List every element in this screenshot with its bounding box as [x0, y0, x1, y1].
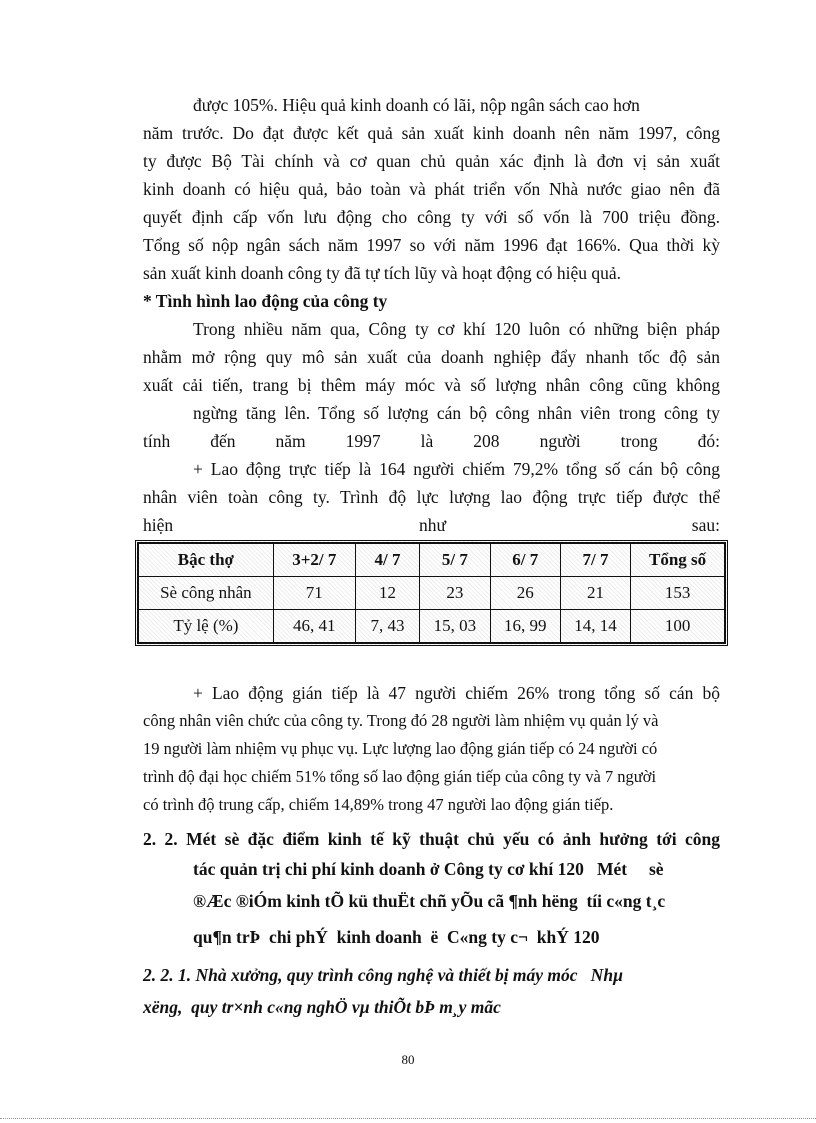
- para2-line-4: ngừng tăng lên. Tổng số lượng cán bộ công nhân viên trong công ty: [193, 403, 720, 423]
- page-number: 80: [401, 1052, 415, 1067]
- table-cell: 153: [631, 577, 725, 610]
- para3-line-4: trình độ đại học chiếm 51% tổng số lao động gián tiếp của công ty và 7 người: [143, 767, 657, 786]
- table-cell: 100: [631, 610, 725, 643]
- para2-line-7: nhân viên toàn công ty. Trình độ lực lượng lao động trực tiếp được thể: [143, 487, 720, 507]
- table-cell: 46, 41: [273, 610, 355, 643]
- para3-line-2: công nhân viên chức của công ty. Trong đó 28 người làm nhiệm vụ quản lý và: [143, 711, 659, 730]
- table-header-cell: 6/ 7: [490, 544, 560, 577]
- section-heading-2-2-line-2: tác quản trị chi phí kinh doanh ở Công ty cơ khí 120 Mét sè: [193, 859, 664, 879]
- para1-line-1: được 105%. Hiệu quả kinh doanh có lãi, nộp ngân sách cao hơn: [193, 95, 640, 115]
- table-header-row: [139, 544, 725, 577]
- para2-line-1: Trong nhiều năm qua, Công ty cơ khí 120 luôn có những biện pháp: [193, 319, 720, 339]
- para2-line-3: xuất cải tiến, trang bị thêm máy móc và số lượng nhân công cũng không: [143, 375, 720, 395]
- table-cell: 7, 43: [355, 610, 419, 643]
- worker-grade-table: [135, 540, 728, 646]
- table-header-cell: 3+2/ 7: [273, 544, 355, 577]
- table-header-cell: 7/ 7: [560, 544, 630, 577]
- table-cell: 21: [560, 577, 630, 610]
- table-cell: 16, 99: [490, 610, 560, 643]
- table-cell: 71: [273, 577, 355, 610]
- table-cell: 12: [355, 577, 419, 610]
- table-header-cell: Bậc thợ: [139, 544, 274, 577]
- footer-divider: [0, 1118, 816, 1119]
- para1-line-6: Tổng số nộp ngân sách năm 1997 so với năm 1996 đạt 166%. Qua thời kỳ: [143, 235, 720, 255]
- para2-line-6: + Lao động trực tiếp là 164 người chiếm 79,2% tổng số cán bộ công: [193, 459, 720, 479]
- section-heading-2-2-line-1: 2. 2. Mét sè đặc điểm kinh tế kỹ thuật chủ yếu có ảnh hưởng tới công: [143, 829, 720, 849]
- table-cell: 23: [420, 577, 490, 610]
- table-cell: 15, 03: [420, 610, 490, 643]
- table-cell: 26: [490, 577, 560, 610]
- table-cell: 14, 14: [560, 610, 630, 643]
- para3-line-1: + Lao động gián tiếp là 47 người chiếm 26% trong tổng số cán bộ: [193, 683, 720, 703]
- para1-line-5: quyết định cấp vốn lưu động cho công ty với số vốn là 700 triệu đồng.: [143, 207, 720, 227]
- section-heading-labor: * Tình hình lao động của công ty: [143, 291, 388, 311]
- para3-line-5: có trình độ trung cấp, chiếm 14,89% trong 47 người lao động gián tiếp.: [143, 795, 614, 814]
- table-cell: Tỷ lệ (%): [139, 610, 274, 643]
- para3-line-3: 19 người làm nhiệm vụ phục vụ. Lực lượng lao động gián tiếp có 24 người có: [143, 739, 658, 758]
- table-row: [139, 577, 725, 610]
- para2-line-5: tính đến năm 1997 là 208 người trong đó:: [143, 431, 720, 451]
- table-header-cell: 5/ 7: [420, 544, 490, 577]
- section-heading-2-2-line-3: ®Æc ®iÓm kinh tÕ kü thuËt chñ yÕu cã ¶nh hëng tíi c«ng t¸c: [193, 891, 666, 911]
- section-heading-2-2-line-4: qu¶n trÞ chi phÝ kinh doanh ë C«ng ty c¬ khÝ 120: [193, 927, 600, 947]
- para1-line-4: kinh doanh có hiệu quả, bảo toàn và phát triển vốn Nhà nước giao nên đã: [143, 179, 720, 199]
- table-row: [139, 610, 725, 643]
- para2-line-8: hiện như sau:: [143, 515, 720, 535]
- para1-line-2: năm trước. Do đạt được kết quả sản xuất kinh doanh nên năm 1997, công: [143, 123, 720, 143]
- para1-line-3: ty được Bộ Tài chính và cơ quan chủ quản xác định là đơn vị sản xuất: [143, 151, 720, 171]
- section-heading-2-2-1-line-1: 2. 2. 1. Nhà xưởng, quy trình công nghệ và thiết bị máy móc Nhµ: [143, 965, 624, 985]
- table-header-cell: Tổng số: [631, 544, 725, 577]
- para2-line-2: nhằm mở rộng quy mô sản xuất của doanh nghiệp đẩy nhanh tốc độ sản: [143, 347, 720, 367]
- section-heading-2-2-1-line-2: xëng, quy tr×nh c«ng nghÖ vµ thiÕt bÞ m¸y mãc: [143, 997, 501, 1017]
- table-header-cell: 4/ 7: [355, 544, 419, 577]
- table-cell: Sè công nhân: [139, 577, 274, 610]
- para1-line-7: sản xuất kinh doanh công ty đã tự tích lũy và hoạt động có hiệu quả.: [143, 263, 621, 283]
